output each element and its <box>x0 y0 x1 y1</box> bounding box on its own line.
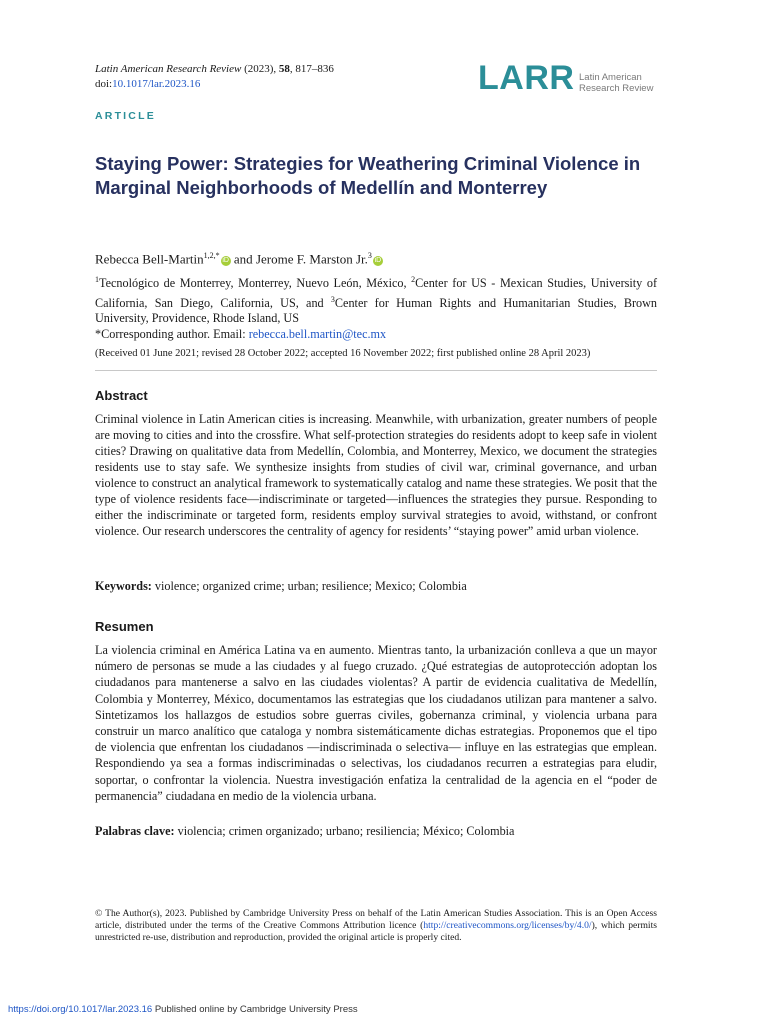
logo-mark: LARR <box>478 59 575 97</box>
keywords-label: Keywords: <box>95 579 152 593</box>
resumen-heading: Resumen <box>95 619 154 634</box>
logo-subtitle <box>579 72 669 94</box>
license-notice <box>95 908 657 944</box>
author-affiliation-marks: 1,2,* <box>203 251 220 260</box>
email-link[interactable]: rebecca.bell.martin@tec.mx <box>248 326 387 341</box>
corresponding-author <box>95 327 657 343</box>
larr-logo[interactable] <box>478 60 668 100</box>
affiliation-mark: 1 <box>95 275 99 284</box>
affiliation: Center for US - Mexican Studies, University of California, San Diego, California, US, and <box>95 276 658 310</box>
article-title: Staying Power: Strategies for Weathering Criminal Violence in Marginal Neighborhoods of Medellín and Monterrey <box>95 153 641 198</box>
license-link[interactable]: http://creativecommons.org/licenses/by/4.0/ <box>423 920 592 931</box>
author-name[interactable]: Rebecca Bell-Martin <box>95 251 204 267</box>
keywords <box>95 578 657 594</box>
divider <box>95 370 657 371</box>
received-dates: (Received 01 June 2021; revised 28 October 2022; accepted 16 November 2022; first published online 28 April 2023) <box>95 348 591 359</box>
palabras-clave <box>95 823 657 839</box>
affiliation-mark: 2 <box>411 275 416 284</box>
author-name[interactable]: Jerome F. Marston Jr. <box>255 251 368 267</box>
affiliation: Center for Human Rights and Humanitarian Studies, Brown University, Providence, Rhode Island, US <box>95 295 657 326</box>
affiliation-mark: 3 <box>330 294 335 304</box>
doi-link[interactable]: 10.1017/lar.2023.16 <box>112 78 201 90</box>
affiliation: Tecnológico de Monterrey, Monterrey, Nuevo León, México, <box>99 276 412 291</box>
resumen-text: La violencia criminal en América Latina va en aumento. Mientras tanto, la urbanización conlleva a que un mayor número de personas se mude a las ciudades y al fuego cruzado. ¿Qué estrategias de autoprotección adoptan los ciudadanos para mantenerse a salvo en las ciudades violentas? A partir de evidencia cualitativa de Medellín, Colombia y Monterrey, México, documentamos las estrategias que los ciudadanos utilizan para mantener a salvo. Sintetizamos los hallazgos de estudios sobre guerras civiles, gobernanza criminal, y violencia urbana para construir un marco analítico que cataloga y nombra sistemáticamente dichas estrategias. Proponemos que el tipo de violencia que enfrentan los ciudadanos —indiscriminada o selectiva— influye en las estrategias que emplean. Respondiendo ya sea a formas indiscriminadas o selectivas, los ciudadanos recurren a estrategias para eludir, soportar, o confrontar la violencia. Nuestra investigación enfatiza la centralidad de la agencia en el “poder de permanencia” ciudadana en medio de la violencia urbana. <box>95 643 657 803</box>
journal-name: Latin American Research Review <box>95 63 242 75</box>
logo-subtitle-line2: Research Review <box>579 83 654 94</box>
logo-subtitle-line1: Latin American <box>579 72 642 83</box>
affiliations <box>95 272 657 342</box>
author-conjunction: and <box>230 251 256 267</box>
author-line <box>95 247 383 267</box>
abstract-heading: Abstract <box>95 388 148 403</box>
journal-volume: 58 <box>278 63 290 75</box>
abstract-text: Criminal violence in Latin American cities is increasing. Meanwhile, with urbanization, greater numbers of people are moving to cities and into the crossfire. What self-protection strategies do residents adopt to keep safe in violent cities? Drawing on qualitative data from Medellín, Colombia, and Monterrey, Mexico, we document the strategies residents use to stay safe. We synthesize insights from studies of civil war, criminal governance, and urban violence to construct an analytical framework to systematically catalog and name these strategies. We posit that the type of violence residents face—indiscriminate or targeted—influences the strategies they pursue. Responding to either the indiscriminate or targeted form, residents employ survival strategies to avoid, withstand, or confront violence. Our research underscores the centrality of agency for residents’ “staying power” amid urban violence. <box>95 412 657 538</box>
journal-year: (2023), <box>244 63 277 75</box>
keywords-text: violence; organized crime; urban; resilience; Mexico; Colombia <box>151 579 467 593</box>
author-affiliation-marks: 3 <box>367 251 372 260</box>
palabras-clave-text: violencia; crimen organizado; urbano; resiliencia; México; Colombia <box>174 824 515 838</box>
article-type: ARTICLE <box>95 110 156 122</box>
journal-pages: , 817–836 <box>289 63 334 75</box>
footer-published: Published online by Cambridge University Press <box>152 1004 358 1015</box>
footer-doi-link[interactable]: https://doi.org/10.1017/lar.2023.16 <box>8 1004 153 1015</box>
license-text: © The Author(s), 2023. Published by Cambridge University Press on behalf of the Latin American Studies Association. This is an Open Access article, distributed under the terms of the Creative Commons Attribution licence ( <box>95 908 657 931</box>
journal-citation <box>95 62 334 92</box>
orcid-icon[interactable]: iD <box>374 257 382 265</box>
corresponding-label: *Corresponding author. Email: <box>95 326 249 341</box>
journal-citation-line <box>95 62 334 77</box>
doi-prefix: doi: <box>95 78 113 90</box>
palabras-clave-label: Palabras clave: <box>95 824 175 838</box>
license-text: ), which permits unrestricted re-use, distribution and reproduction, provided the original article is properly cited. <box>95 920 658 943</box>
page-footer <box>8 1004 358 1016</box>
doi-line <box>95 77 334 92</box>
orcid-icon[interactable]: iD <box>222 257 229 265</box>
affiliation-list <box>95 272 657 327</box>
